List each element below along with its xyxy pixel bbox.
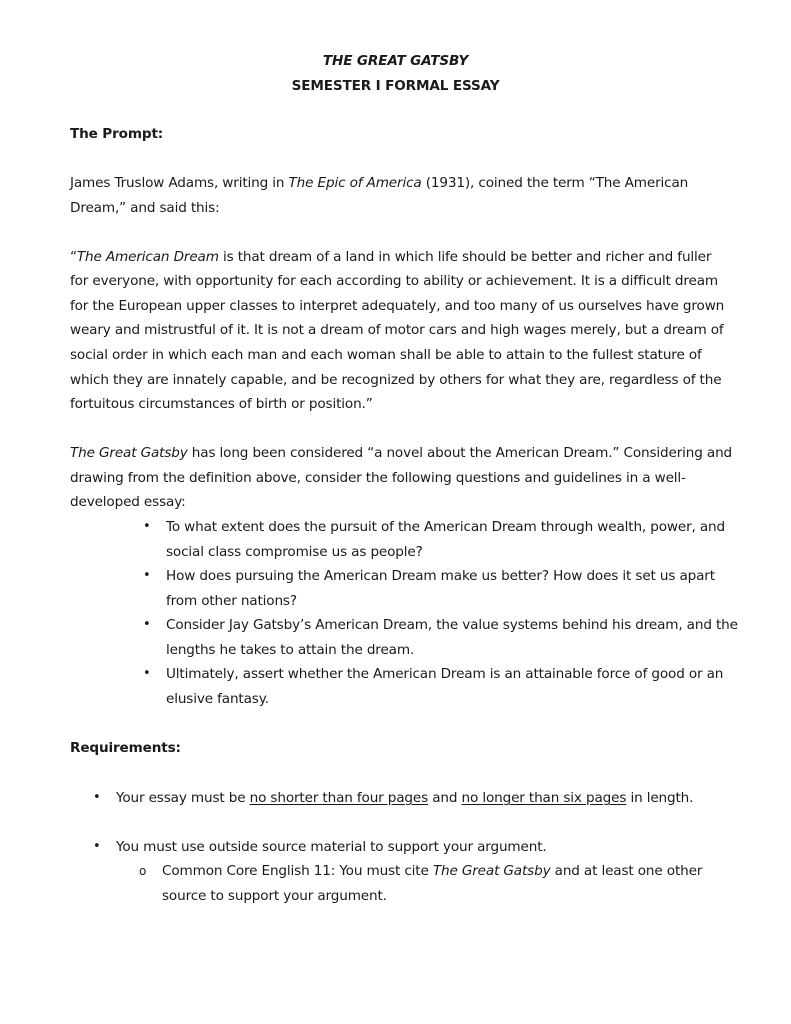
quote-line-5: social order in which each man and each woman shall be able to attain to the fullest stature of: [70, 347, 702, 363]
requirement-length: Your essay must be no shorter than four pages and no longer than six pages in length.: [116, 790, 694, 806]
book-title-epic: The Epic of America: [288, 175, 422, 191]
question-4-line-2: elusive fantasy.: [166, 691, 269, 707]
question-2-line-2: from other nations?: [166, 593, 297, 609]
para-line-1: The Great Gatsby has long been considered “a novel about the American Dream.” Considering and: [70, 445, 733, 461]
sub-requirement-line-1: Common Core English 11: You must cite The Great Gatsby and at least one other: [162, 863, 703, 879]
bullet-icon: •: [93, 790, 101, 805]
bullet-icon: •: [143, 568, 151, 583]
max-length-text: no longer than six pages: [461, 790, 627, 806]
quote-line-2: for everyone, with opportunity for each according to ability or achievement. It is a difficult dream: [70, 273, 719, 289]
quote-line-7: fortuitous circumstances of birth or position.”: [70, 396, 373, 412]
question-1-line-1: To what extent does the pursuit of the American Dream through wealth, power, and: [166, 519, 725, 535]
bullet-icon: •: [143, 519, 151, 534]
bullet-icon: •: [93, 839, 101, 854]
quote-line-6: which they are innately capable, and be recognized by others for what they are, regardless of the: [70, 372, 722, 388]
prompt-heading: The Prompt:: [70, 126, 164, 142]
min-length-text: no shorter than four pages: [249, 790, 429, 806]
intro-line-2: Dream,” and said this:: [70, 200, 220, 216]
sub-bullet-icon: o: [139, 864, 147, 878]
quote-line-1: “The American Dream is that dream of a land in which life should be better and richer and fuller: [70, 249, 712, 265]
para-line-3: developed essay:: [70, 494, 186, 510]
intro-line-1: James Truslow Adams, writing in The Epic of America (1931), coined the term “The American: [70, 175, 689, 191]
bullet-icon: •: [143, 617, 151, 632]
sub-requirement-line-2: source to support your argument.: [162, 888, 387, 904]
requirement-sources: You must use outside source material to support your argument.: [116, 839, 547, 855]
question-3-line-2: lengths he takes to attain the dream.: [166, 642, 415, 658]
quote-line-4: weary and mistrustful of it. It is not a dream of motor cars and high wages merely, but a dream of: [70, 322, 724, 338]
document-subtitle: SEMESTER I FORMAL ESSAY: [291, 78, 500, 94]
bullet-icon: •: [143, 666, 151, 681]
document-title: THE GREAT GATSBY: [322, 53, 469, 69]
question-3-line-1: Consider Jay Gatsby’s American Dream, the value systems behind his dream, and the: [166, 617, 738, 633]
question-2-line-1: How does pursuing the American Dream make us better? How does it set us apart: [166, 568, 715, 584]
para-line-2: drawing from the definition above, consider the following questions and guidelines in a well-: [70, 470, 686, 486]
quote-line-3: for the European upper classes to interpret adequately, and too many of us ourselves have grown: [70, 298, 725, 314]
question-1-line-2: social class compromise us as people?: [166, 544, 423, 560]
requirements-heading: Requirements:: [70, 740, 181, 756]
question-4-line-1: Ultimately, assert whether the American Dream is an attainable force of good or an: [166, 666, 724, 682]
